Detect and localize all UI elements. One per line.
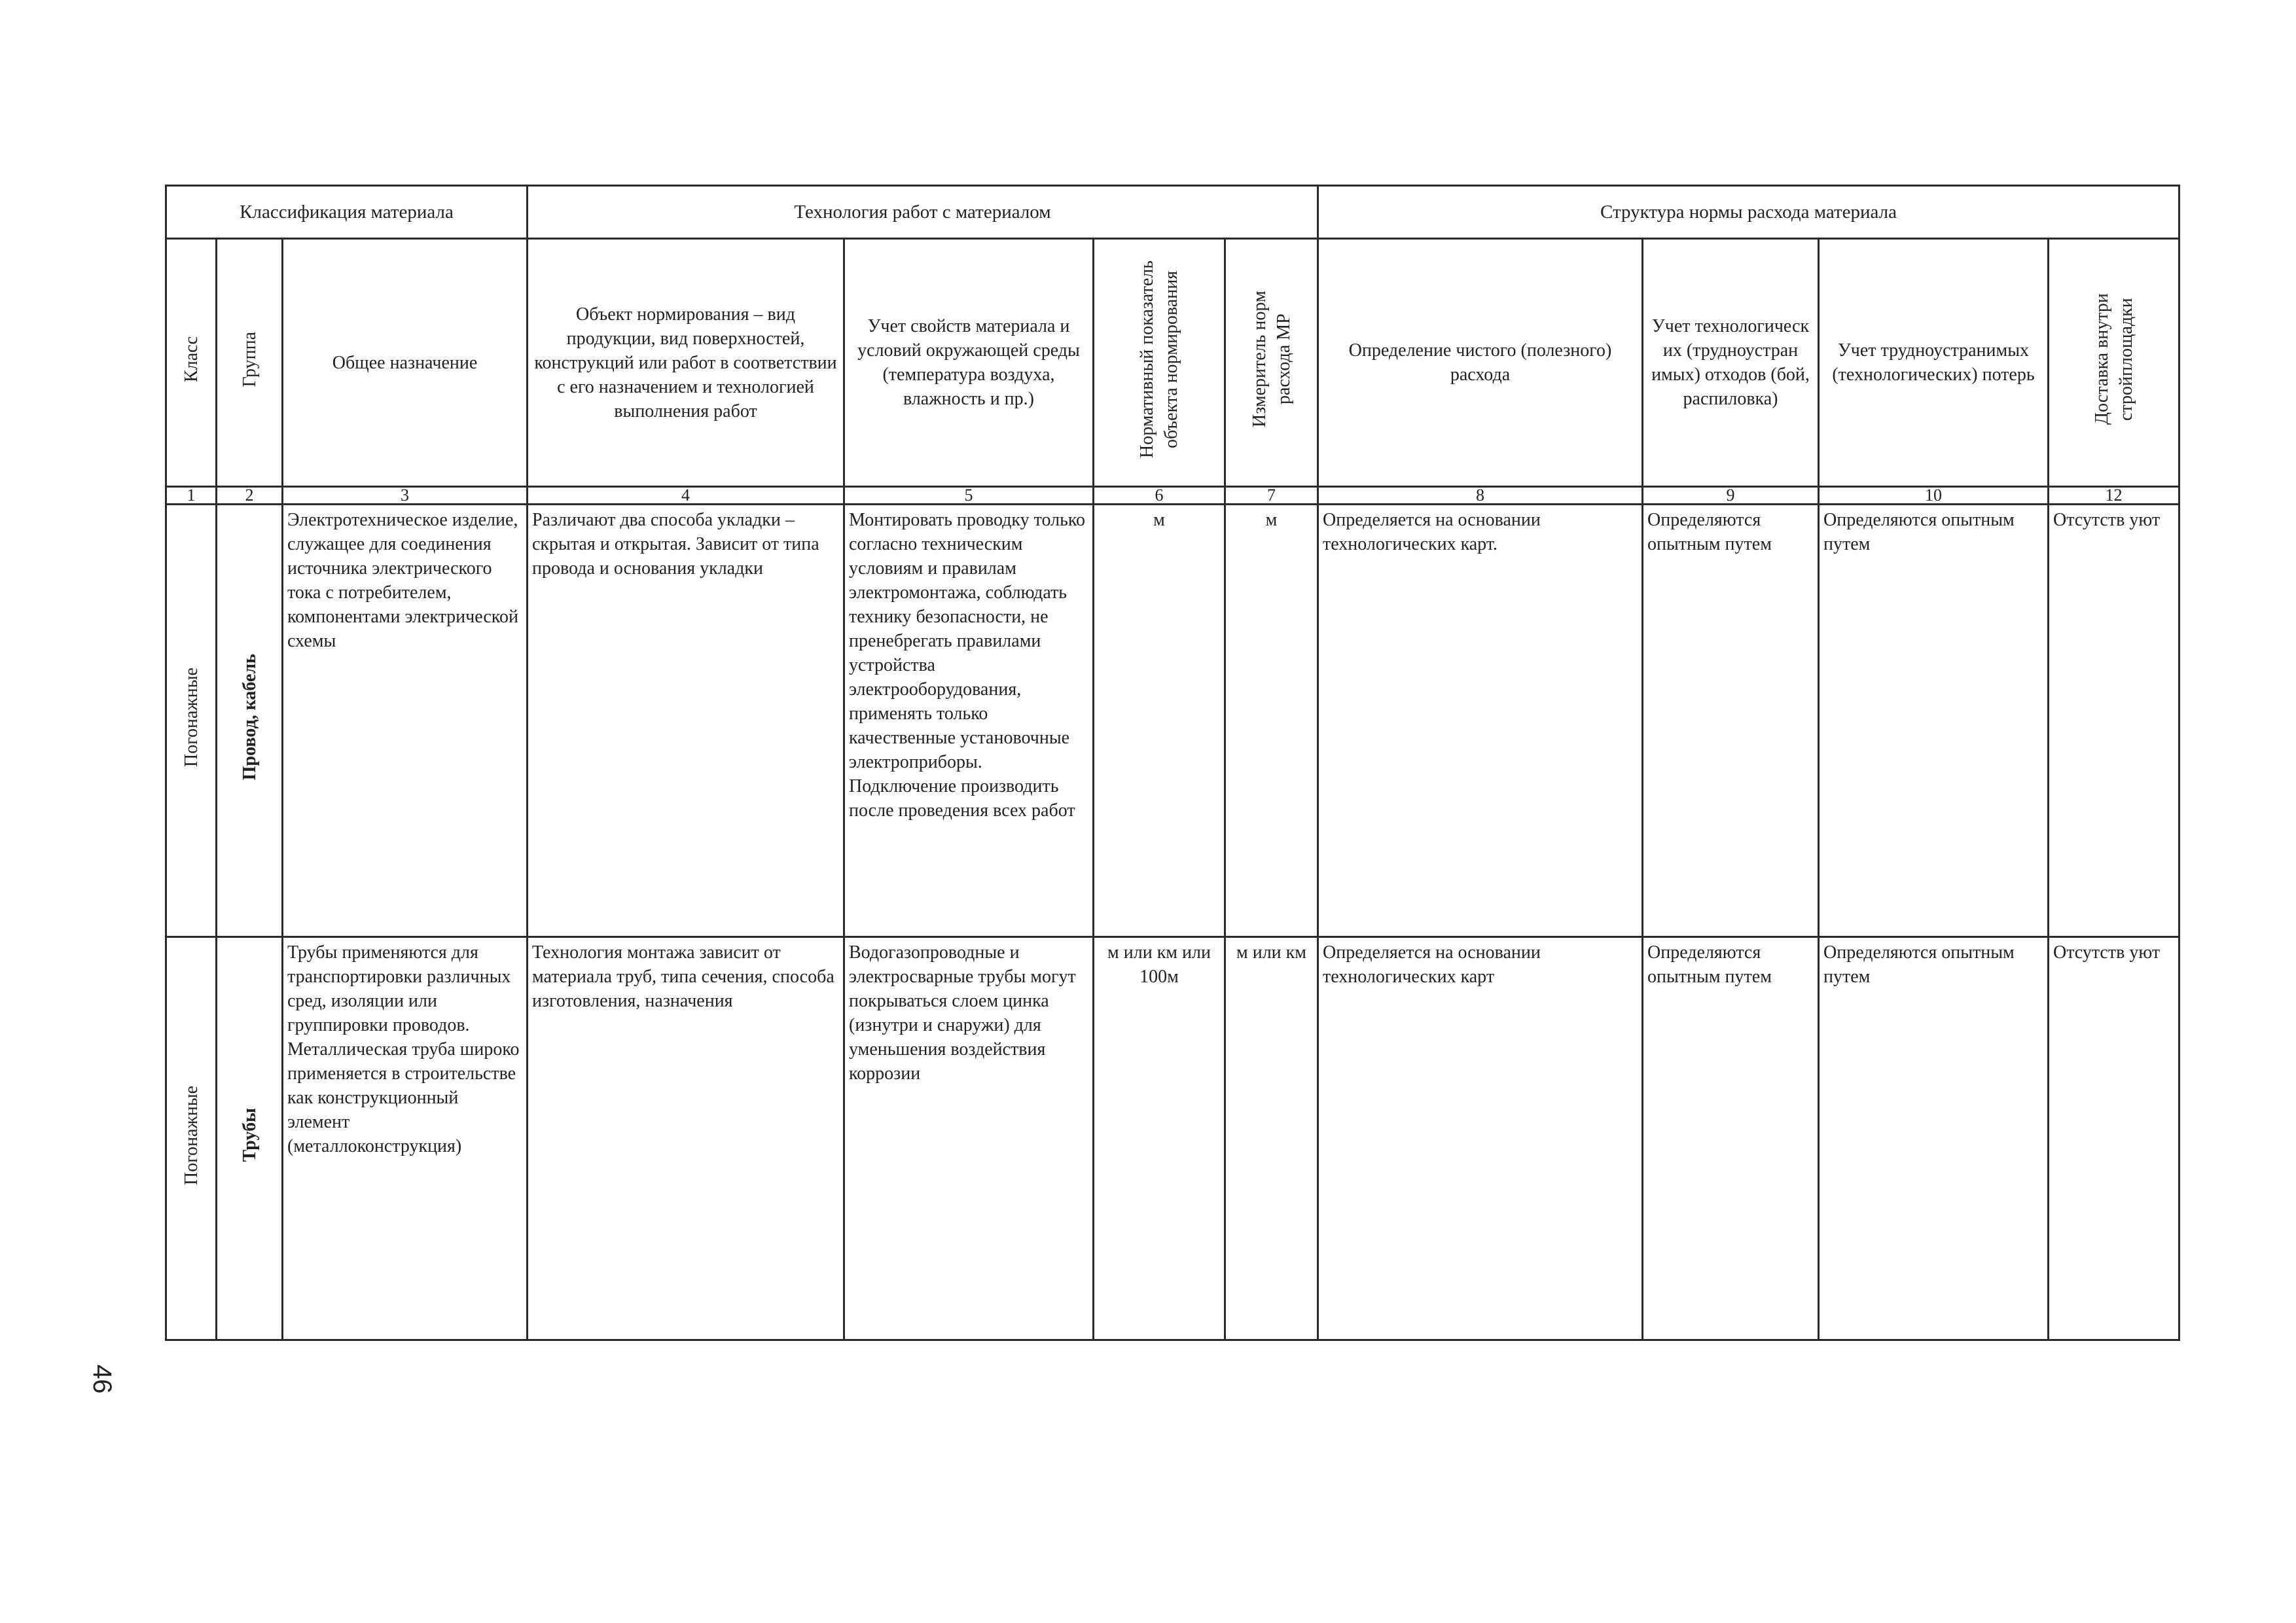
col-number: 3 xyxy=(283,487,528,505)
row-purpose-cell: Трубы применяются для транспортировки различных сред, изоляции или группировки проводов. Металлическая труба широко применяется в строительстве как конструкционный элемент (металлоконструкция) xyxy=(283,937,528,1340)
row-purpose-cell: Электротехническое изделие, служащее для соединения источника электрического тока с потребителем, компонентами электрической схемы xyxy=(283,505,528,937)
norms-table-sheet xyxy=(165,185,2178,1327)
col-object-header: Объект нормирования – вид продукции, вид поверхностей, конструкций или работ в соответствии с его назначением и технологией выполнения работ xyxy=(528,239,844,487)
table-row xyxy=(166,937,2179,1340)
col-number: 10 xyxy=(1819,487,2049,505)
col-class-header xyxy=(166,239,217,487)
row-waste-cell: Определяются опытным путем xyxy=(1643,937,1819,1340)
row-losses-cell: Определяются опытным путем xyxy=(1819,505,2049,937)
row-meter-cell: м или км xyxy=(1225,937,1318,1340)
row-class-label: Погонажные xyxy=(181,1085,202,1185)
col-number: 2 xyxy=(217,487,283,505)
col-number: 12 xyxy=(2049,487,2179,505)
col-properties-header: Учет свойств материала и условий окружающей среды (температура воздуха, влажность и пр.) xyxy=(844,239,1094,487)
col-delivery-label: Доставка внутри стройплощадки xyxy=(2091,293,2136,425)
row-group-label: Провод, кабель xyxy=(239,654,260,781)
group-structure: Структура нормы расхода материала xyxy=(1318,186,2179,239)
col-number: 9 xyxy=(1643,487,1819,505)
row-waste-cell: Определяются опытным путем xyxy=(1643,505,1819,937)
col-indicator-header xyxy=(1094,239,1225,487)
row-properties-cell: Монтировать проводку только согласно техническим условиям и правилам электромонтажа, соблюдать технику безопасности, не пренебрегать правилами устройства электрооборудования, применять только качественные установочные электроприборы. Подключение производить после проведения всех работ xyxy=(844,505,1094,937)
row-losses-cell: Определяются опытным путем xyxy=(1819,937,2049,1340)
col-class-label: Класс xyxy=(181,336,202,382)
row-object-cell: Технология монтажа зависит от материала труб, типа сечения, способа изготовления, назначения xyxy=(528,937,844,1340)
row-class-cell xyxy=(166,937,217,1340)
col-delivery-header xyxy=(2049,239,2179,487)
table-row xyxy=(166,505,2179,937)
col-number: 1 xyxy=(166,487,217,505)
row-net-cell: Определяется на основании технологических карт. xyxy=(1318,505,1643,937)
row-object-cell: Различают два способа укладки – скрытая и открытая. Зависит от типа провода и основания укладки xyxy=(528,505,844,937)
col-losses-header: Учет трудноустранимых (технологических) потерь xyxy=(1819,239,2049,487)
row-properties-cell: Водогазопроводные и электросварные трубы могут покрываться слоем цинка (изнутри и снаружи) для уменьшения воздействия коррозии xyxy=(844,937,1094,1340)
row-class-cell xyxy=(166,505,217,937)
col-purpose-header: Общее назначение xyxy=(283,239,528,487)
group-classification: Классификация материала xyxy=(166,186,528,239)
column-number-row xyxy=(166,487,2179,505)
col-group-label: Группа xyxy=(239,331,260,387)
col-meter-header xyxy=(1225,239,1318,487)
group-header-row xyxy=(166,186,2179,239)
row-delivery-cell: Отсутств уют xyxy=(2049,937,2179,1340)
page-number: 46 xyxy=(88,1364,117,1394)
row-delivery-cell: Отсутств уют xyxy=(2049,505,2179,937)
col-waste-header: Учет технологическ их (трудноустран имых) отходов (бой, распиловка) xyxy=(1643,239,1819,487)
material-norms-table xyxy=(165,185,2180,1341)
row-group-cell xyxy=(217,505,283,937)
col-group-header xyxy=(217,239,283,487)
col-net-header: Определение чистого (полезного) расхода xyxy=(1318,239,1643,487)
row-group-label: Трубы xyxy=(239,1108,260,1162)
row-indicator-cell: м или км или 100м xyxy=(1094,937,1225,1340)
group-technology: Технология работ с материалом xyxy=(528,186,1318,239)
column-header-row xyxy=(166,239,2179,487)
col-meter-label: Измеритель норм расхода МР xyxy=(1249,291,1294,428)
col-number: 5 xyxy=(844,487,1094,505)
col-number: 7 xyxy=(1225,487,1318,505)
col-number: 6 xyxy=(1094,487,1225,505)
row-meter-cell: м xyxy=(1225,505,1318,937)
row-class-label: Погонажные xyxy=(181,668,202,767)
col-number: 4 xyxy=(528,487,844,505)
row-net-cell: Определяется на основании технологических карт xyxy=(1318,937,1643,1340)
row-indicator-cell: м xyxy=(1094,505,1225,937)
col-number: 8 xyxy=(1318,487,1643,505)
col-indicator-label: Нормативный показатель объекта нормирования xyxy=(1137,260,1181,459)
row-group-cell xyxy=(217,937,283,1340)
